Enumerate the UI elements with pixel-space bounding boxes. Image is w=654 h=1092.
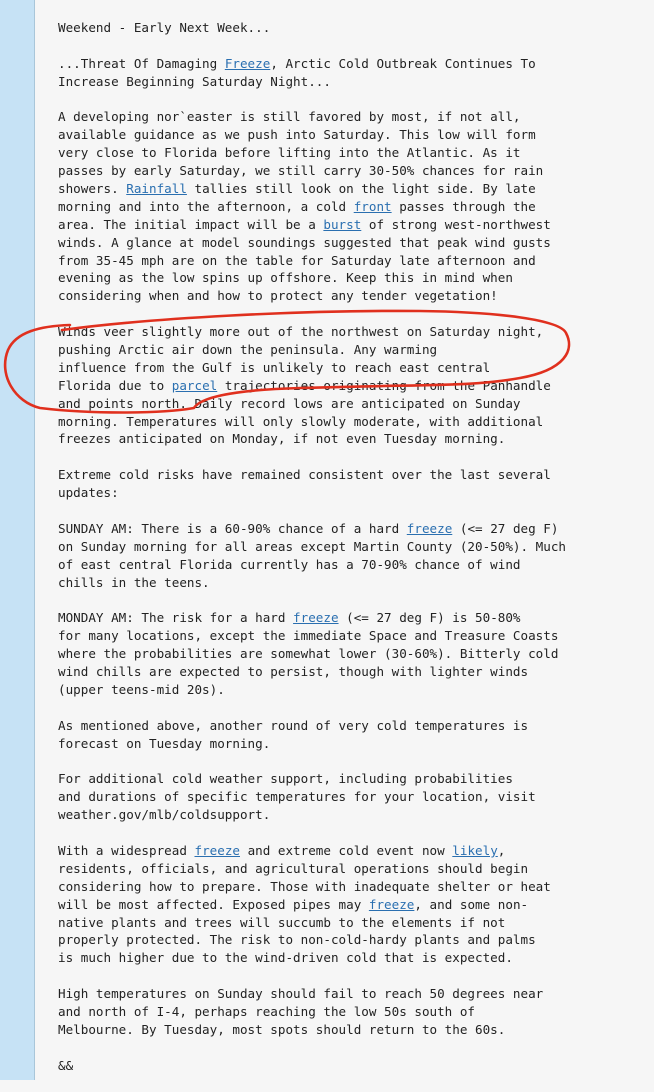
text-segment: Increase Beginning Saturday Night... (58, 73, 331, 89)
text-segment: very close to Florida before lifting into the Atlantic. As it (58, 145, 521, 161)
text-line (58, 377, 648, 395)
text-line (58, 574, 648, 592)
text-segment: Extreme cold risks have remained consistent over the last several (58, 467, 551, 483)
text-line (58, 359, 648, 377)
glossary-link-front[interactable]: front (353, 198, 392, 214)
text-segment: , and some non- (414, 896, 529, 912)
text-segment: morning. Temperatures will only slowly moderate, with additional (58, 413, 544, 429)
paragraph (58, 1057, 648, 1075)
text-line (58, 162, 648, 180)
text-segment: Melbourne. By Tuesday, most spots should return to the 60s. (58, 1021, 506, 1037)
text-segment: tallies still look on the light side. By late (186, 181, 536, 197)
text-segment: area. The initial impact will be a (58, 216, 324, 232)
text-line (58, 108, 648, 126)
text-segment: chills in the teens. (58, 574, 210, 590)
text-line (58, 341, 648, 359)
text-line (58, 860, 648, 878)
text-segment: A developing nor`easter is still favored by most, if not all, (58, 109, 521, 125)
sidebar-divider (34, 0, 35, 1080)
text-line (58, 556, 648, 574)
text-line (58, 520, 648, 538)
text-line (58, 681, 648, 699)
text-line (58, 413, 648, 431)
text-segment: wind chills are expected to persist, though with lighter winds (58, 664, 529, 680)
text-line (58, 269, 648, 287)
text-segment: evening as the low spins up offshore. Keep this in mind when (58, 270, 513, 286)
paragraph (58, 770, 648, 824)
paragraph (58, 609, 648, 698)
glossary-link-freeze[interactable]: freeze (194, 842, 240, 858)
glossary-link-freeze[interactable]: freeze (368, 896, 415, 912)
text-line (58, 1021, 648, 1039)
text-line (58, 806, 648, 824)
text-segment: pushing Arctic air down the peninsula. Any warming (58, 342, 438, 358)
text-segment: is much higher due to the wind-driven cold that is expected. (58, 950, 513, 966)
text-segment: With a widespread (58, 842, 195, 858)
glossary-link-burst[interactable]: burst (323, 216, 362, 232)
text-segment: morning and into the afternoon, a cold (58, 198, 354, 214)
text-line (58, 466, 648, 484)
text-segment: forecast on Tuesday morning. (58, 735, 271, 751)
glossary-link-likely[interactable]: likely (452, 842, 498, 858)
glossary-link-freeze[interactable]: Freeze (224, 55, 271, 71)
left-sidebar-strip (0, 0, 34, 1080)
text-line (58, 484, 648, 502)
text-line (58, 234, 648, 252)
text-line (58, 1057, 648, 1075)
glossary-link-rainfall[interactable]: Rainfall (126, 181, 187, 197)
glossary-link-freeze[interactable]: freeze (406, 520, 453, 536)
text-segment: winds. A glance at model soundings suggested that peak wind gusts (58, 234, 551, 250)
text-line (58, 985, 648, 1003)
text-segment: (<= 27 deg F) (452, 520, 559, 536)
text-line (58, 323, 648, 341)
text-line (58, 914, 648, 932)
text-segment: and durations of specific temperatures for your location, visit (58, 789, 536, 805)
text-segment: && (58, 1057, 74, 1073)
text-segment: passes through the (391, 198, 536, 214)
text-segment: available guidance as we push into Saturday. This low will form (58, 127, 536, 143)
text-segment: (<= 27 deg F) is 50-80% (338, 610, 521, 626)
glossary-link-freeze[interactable]: freeze (293, 610, 339, 626)
text-segment: As mentioned above, another round of very cold temperatures is (58, 717, 529, 733)
text-segment: freezes anticipated on Monday, if not even Tuesday morning. (58, 431, 506, 447)
text-line (58, 770, 648, 788)
text-line (58, 663, 648, 681)
text-segment: Winds veer slightly more out of the northwest on Saturday night, (58, 324, 544, 340)
paragraph (58, 466, 648, 502)
text-segment: Florida due to (58, 377, 172, 393)
text-line (58, 609, 648, 627)
text-segment: influence from the Gulf is unlikely to reach east central (58, 359, 491, 375)
text-line (58, 878, 648, 896)
paragraph (58, 323, 648, 448)
text-segment: considering how to prepare. Those with inadequate shelter or heat (58, 878, 551, 894)
glossary-link-parcel[interactable]: parcel (171, 377, 218, 393)
text-line (58, 645, 648, 663)
text-line (58, 73, 648, 91)
text-line (58, 842, 648, 860)
text-segment: passes by early Saturday, we still carry 30-50% chances for rain (58, 163, 544, 179)
text-line (58, 717, 648, 735)
text-segment: and extreme cold event now (239, 842, 453, 858)
text-line (58, 395, 648, 413)
text-line (58, 538, 648, 556)
text-line (58, 55, 648, 73)
text-segment: on Sunday morning for all areas except Martin County (20-50%). Much (58, 538, 566, 554)
paragraph (58, 19, 648, 37)
text-segment: weather.gov/mlb/coldsupport. (58, 807, 271, 823)
text-segment: native plants and trees will succumb to the elements if not (58, 914, 506, 930)
text-segment: of strong west-northwest (361, 216, 551, 232)
text-segment: from 35-45 mph are on the table for Saturday late afternoon and (58, 252, 536, 268)
text-line (58, 252, 648, 270)
text-line (58, 216, 648, 234)
text-segment: considering when and how to protect any tender vegetation! (58, 288, 498, 304)
text-line (58, 896, 648, 914)
paragraph (58, 520, 648, 592)
text-line (58, 949, 648, 967)
paragraph (58, 842, 648, 967)
paragraph (58, 108, 648, 305)
text-segment: Weekend - Early Next Week... (58, 20, 271, 35)
text-line (58, 430, 648, 448)
text-segment: will be most affected. Exposed pipes may (58, 896, 369, 912)
paragraph (58, 55, 648, 91)
text-segment: SUNDAY AM: There is a 60-90% chance of a hard (58, 520, 407, 536)
text-segment: (upper teens-mid 20s). (58, 681, 225, 697)
text-segment: of east central Florida currently has a 70-90% chance of wind (58, 556, 521, 572)
text-line (58, 627, 648, 645)
text-segment: showers. (58, 181, 127, 197)
text-segment: and points north. Daily record lows are anticipated on Sunday (58, 395, 521, 411)
text-segment: residents, officials, and agricultural operations should begin (58, 860, 529, 876)
text-segment: , (497, 842, 506, 858)
text-line (58, 1003, 648, 1021)
paragraph (58, 985, 648, 1039)
paragraph (58, 717, 648, 753)
text-segment: for many locations, except the immediate Space and Treasure Coasts (58, 628, 559, 644)
text-segment: , Arctic Cold Outbreak Continues To (270, 55, 536, 71)
text-line (58, 144, 648, 162)
text-line (58, 931, 648, 949)
text-line (58, 126, 648, 144)
forecast-discussion-text (58, 19, 648, 1092)
text-line (58, 287, 648, 305)
text-segment: High temperatures on Sunday should fail to reach 50 degrees near (58, 986, 544, 1002)
text-segment: trajectories originating from the Panhandle (217, 377, 551, 393)
text-segment: where the probabilities are somewhat lower (30-60%). Bitterly cold (58, 646, 559, 662)
text-segment: updates: (58, 485, 119, 501)
text-segment: For additional cold weather support, including probabilities (58, 771, 513, 787)
text-line (58, 735, 648, 753)
text-segment: MONDAY AM: The risk for a hard (58, 610, 294, 626)
text-line (58, 788, 648, 806)
text-segment: ...Threat Of Damaging (58, 55, 225, 71)
text-segment: and north of I-4, perhaps reaching the low 50s south of (58, 1003, 476, 1019)
text-line (58, 180, 648, 198)
text-line (58, 198, 648, 216)
text-line (58, 19, 648, 37)
text-segment: properly protected. The risk to non-cold-hardy plants and palms (58, 932, 536, 948)
